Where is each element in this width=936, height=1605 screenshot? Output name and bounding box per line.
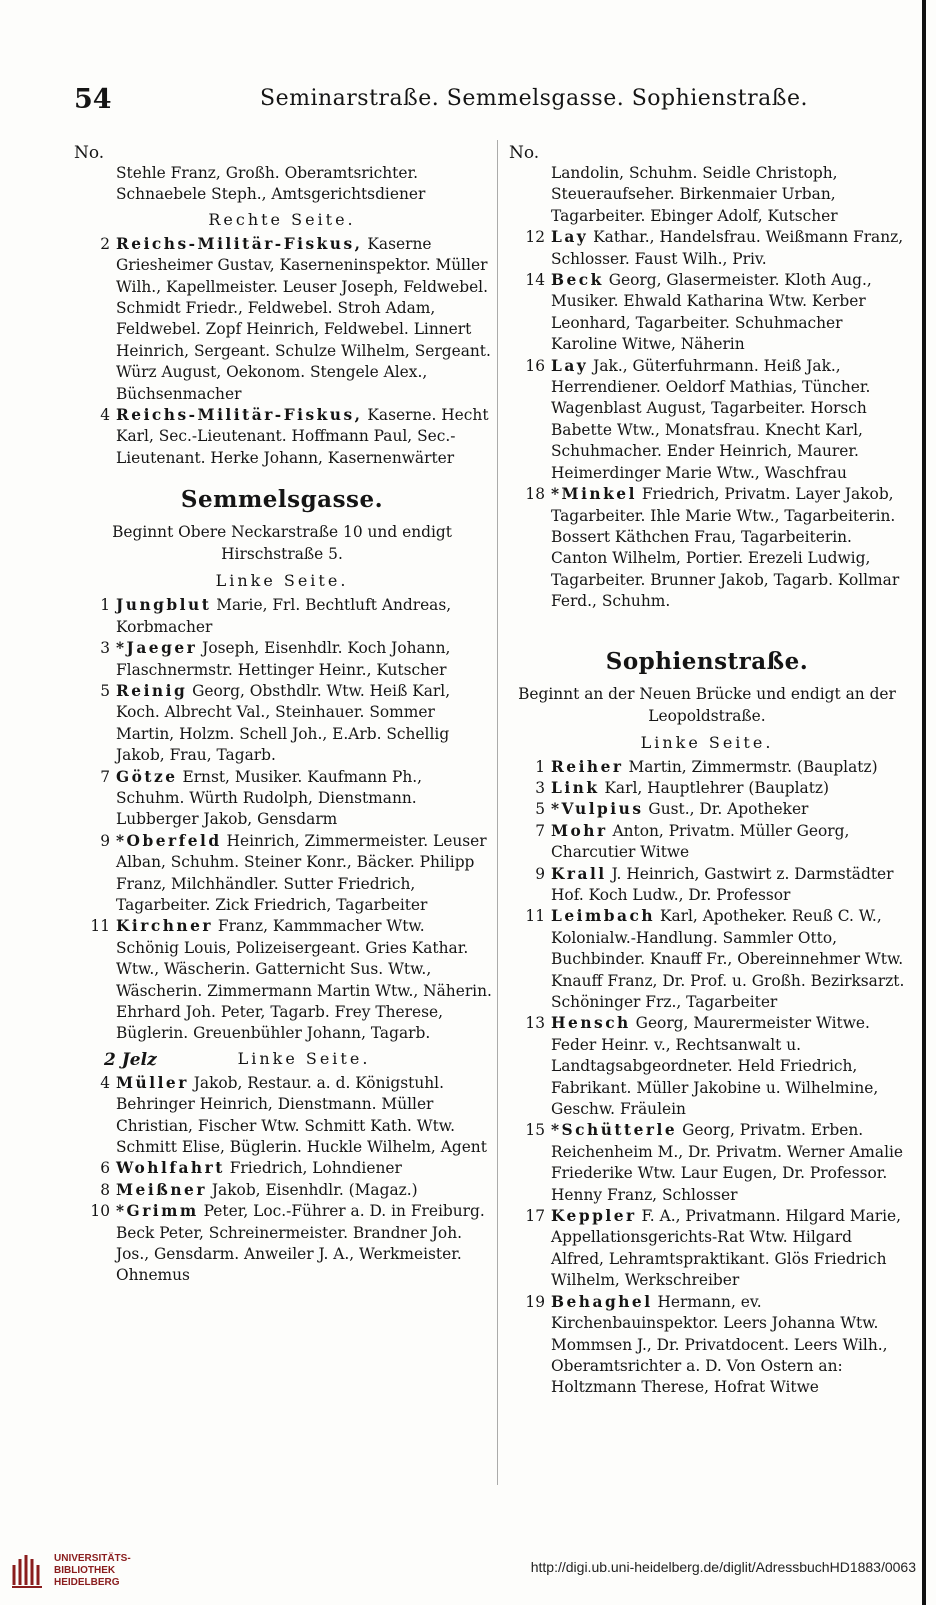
page-edge <box>922 0 926 1605</box>
entry-name: Meißner <box>116 1180 207 1199</box>
address-entry <box>72 831 492 917</box>
entry-text: Georg, Privatm. Erben. Reichenheim M., Dr. Privatm. Werner Amalie Friederike Wtw. Laur Eugen, Dr. Professor. Henny Franz, Schlosser <box>551 1121 904 1204</box>
street-heading: Semmelsgasse. <box>180 486 384 514</box>
address-entry <box>72 1073 492 1159</box>
entry-name: Reiher <box>551 757 624 776</box>
entry-text: Franz, Kammmacher Wtw. Schönig Louis, Polizeisergeant. Gries Kathar. Wtw., Wäscherin. Gatternicht Sus. Wtw., Wäscherin. Zimmermann Martin Wtw., Näherin. Ehrhard Joh. Peter, Tagarb. Frey Therese, Büglerin. Greuenbühler Johann, Tagarb. <box>116 917 492 1043</box>
entry-name: Keppler <box>551 1207 637 1226</box>
side-heading: Rechte Seite. <box>208 209 356 229</box>
continuation-line: Stehle Franz, Großh. Oberamtsrichter. <box>116 164 419 182</box>
entry-name: Lay <box>551 356 589 375</box>
house-number: 12 <box>525 228 545 247</box>
entry-text: Georg, Obsthdlr. Wtw. Heiß Karl, Koch. Albrecht Val., Steinhauer. Sommer Martin, Holzm. Schell Joh., E.Arb. Schellig Jakob, Frau, Tagarb. <box>116 681 451 765</box>
page-number: 54 <box>74 84 112 115</box>
entry-text: Friedrich, Lohndiener <box>229 1159 402 1178</box>
entry-name: *Minkel <box>551 485 637 504</box>
continuation-line: Schnaebele Steph., Amtsgerichtsdiener <box>116 185 426 204</box>
source-url: http://digi.ub.uni-heidelberg.de/diglit/AdressbuchHD1883/0063 <box>530 1559 916 1575</box>
library-logo <box>10 1549 150 1595</box>
entry-text: Kaserne Griesheimer Gustav, Kaserneninspektor. Müller Wilh., Kapellmeister. Leuser Joseph, Feldwebel. Schmidt Friedr., Feldwebel. Stroh Adam, Feldwebel. Zopf Heinrich, Feldwebel. Linnert Heinrich, Sergeant. Schulze Wilhelm, Sergeant. Würz August, Oekonom. Stengele Alex., Büchsenmacher <box>116 234 491 403</box>
entry-text: Jakob, Eisenhdlr. (Magaz.) <box>211 1180 418 1199</box>
address-entry <box>72 405 492 469</box>
entry-name: Wohlfahrt <box>116 1159 225 1178</box>
address-entry <box>72 1201 492 1287</box>
entry-name: Krall <box>551 864 607 883</box>
house-number: 1 <box>535 757 545 776</box>
address-entry <box>72 638 492 681</box>
house-number: 17 <box>525 1207 545 1226</box>
side-heading: Linke Seite. <box>237 1048 371 1068</box>
house-number: 18 <box>525 485 545 504</box>
entry-text: J. Heinrich, Gastwirt z. Darmstädter Hof. Koch Ludw., Dr. Professor <box>551 864 894 904</box>
entry-text: Hermann, ev. Kirchenbauinspektor. Leers Johanna Wtw. Mommsen J., Dr. Privatdocent. Leers Wilh., Oberamtsrichter a. D. Von Ostern an: Holtzmann Therese, Hofrat Witwe <box>551 1292 888 1397</box>
handwritten-note: 2 Jelz <box>104 1049 157 1070</box>
page-header <box>70 84 896 124</box>
house-number: 10 <box>90 1202 110 1221</box>
street-begin-note: Beginnt an der Neuen Brücke und endigt an der Leopoldstraße. <box>518 684 896 725</box>
address-entry <box>507 906 907 1013</box>
house-number: 5 <box>535 800 545 819</box>
entry-text: F. A., Privatmann. Hilgard Marie, Appellationsgerichts-Rat Wtw. Hilgard Alfred, Lehramtspraktikant. Glös Friedrich Wilhelm, Werkschreiber <box>551 1207 902 1290</box>
street-begin-note: Beginnt Obere Neckarstraße 10 und endigt Hirschstraße 5. <box>112 523 452 564</box>
house-number: 11 <box>90 917 110 936</box>
address-entry <box>507 864 907 907</box>
entry-text: Anton, Privatm. Müller Georg, Charcutier Witwe <box>551 821 850 862</box>
entry-text: Ernst, Musiker. Kaufmann Ph., Schuhm. Würth Rudolph, Dienstmann. Lubberger Jakob, Gensdarm <box>116 767 423 829</box>
no-label: No. <box>74 143 105 163</box>
entry-name: Reinig <box>116 681 188 700</box>
address-entry <box>72 916 492 1044</box>
continuation-line: Steueraufseher. Birkenmaier Urban, <box>551 185 836 204</box>
logo-line: UNIVERSITÄTS- <box>54 1553 131 1564</box>
house-number: 13 <box>525 1014 545 1033</box>
side-heading: Linke Seite. <box>215 571 349 591</box>
side-heading: Linke Seite. <box>640 732 774 752</box>
continuation-line: Landolin, Schuhm. Seidle Christoph, <box>551 164 838 182</box>
house-number: 6 <box>100 1159 110 1178</box>
entry-name: *Oberfeld <box>116 831 222 850</box>
library-logo-icon <box>10 1551 44 1589</box>
house-number: 14 <box>525 271 545 290</box>
house-number: 3 <box>100 639 110 658</box>
house-number: 9 <box>100 831 110 850</box>
house-number: 16 <box>525 356 545 375</box>
entry-name: *Vulpius <box>551 800 644 819</box>
house-number: 2 <box>100 234 110 253</box>
address-entry <box>507 778 907 799</box>
entry-text: Georg, Maurermeister Witwe. Feder Heinr. v., Rechtsanwalt u. Landtagsabgeordneter. Held Friedrich, Fabrikant. Müller Jakobine u. Wilhelmine, Geschw. Fräulein <box>551 1014 879 1119</box>
house-number: 7 <box>535 821 545 840</box>
right-column <box>507 144 907 1474</box>
logo-text <box>54 1553 131 1589</box>
entry-text: Karl, Hauptlehrer (Bauplatz) <box>604 778 830 797</box>
address-entry <box>72 767 492 831</box>
address-entry <box>507 1206 907 1292</box>
house-number: 1 <box>100 596 110 615</box>
street-heading: Sophienstraße. <box>605 647 809 675</box>
house-number: 19 <box>525 1292 545 1311</box>
running-title: Seminarstraße. Semmelsgasse. Sophienstraße. <box>260 86 808 111</box>
entry-name: Jungblut <box>116 596 212 615</box>
logo-line: BIBLIOTHEK <box>54 1565 116 1576</box>
entry-text: Karl, Apotheker. Reuß C. W., Kolonialw.-Handlung. Sammler Otto, Buchbinder. Knauff Fr., Obereinnehmer Wtw. Knauff Franz, Dr. Prof. u. Großh. Bezirksarzt. Schöninger Frz., Tagarbeiter <box>551 907 905 1011</box>
entry-text: Heinrich, Zimmermeister. Leuser Alban, Schuhm. Steiner Konr., Bäcker. Philipp Franz, Milchhändler. Sutter Friedrich, Tagarbeiter. Zick Friedrich, Tagarbeiter <box>116 831 487 914</box>
column-divider <box>497 140 498 1485</box>
entry-name: Kirchner <box>116 917 213 936</box>
address-entry <box>507 821 907 864</box>
address-entry <box>507 757 907 778</box>
entry-text: Gust., Dr. Apotheker <box>648 800 809 819</box>
entry-name: Müller <box>116 1073 189 1092</box>
house-number: 9 <box>535 864 545 883</box>
house-number: 4 <box>100 1073 110 1092</box>
entry-name: *Jaeger <box>116 639 198 658</box>
entry-text: Jakob, Restaur. a. d. Königstuhl. Behringer Heinrich, Dienstmann. Müller Christian, Fischer Wtw. Schmitt Kath. Wtw. Schmitt Elise, Büglerin. Huckle Wilhelm, Agent <box>116 1073 487 1157</box>
entry-text: Jak., Güterfuhrmann. Heiß Jak., Herrendiener. Oeldorf Mathias, Tüncher. Wagenblast August, Tagarbeiter. Horsch Babette Wtw., Monatsfrau. Knecht Karl, Schuhmacher. Ender Heinrich, Maurer. Heimerdinger Marie Wtw., Waschfrau <box>551 356 871 482</box>
house-number: 11 <box>525 907 545 926</box>
entry-name: Leimbach <box>551 907 656 926</box>
address-entry <box>507 1013 907 1120</box>
house-number: 5 <box>100 681 110 700</box>
entry-text: Kathar., Handelsfrau. Weißmann Franz, Schlosser. Faust Wilh., Priv. <box>551 228 904 268</box>
house-number: 8 <box>100 1180 110 1199</box>
entry-name: Lay <box>551 228 589 247</box>
address-entry <box>507 1120 907 1206</box>
house-number: 15 <box>525 1121 545 1140</box>
entry-text: Friedrich, Privatm. Layer Jakob, Tagarbeiter. Ihle Marie Wtw., Tagarbeiterin. Bossert Käthchen Frau, Tagarbeiterin. Canton Wilhelm, Portier. Erezeli Ludwig, Tagarbeiter. Brunner Jakob, Tagarb. Kollmar Ferd., Schuhm. <box>551 485 900 611</box>
address-entry <box>72 595 492 638</box>
entry-name: Reichs-Militär-Fiskus, <box>116 234 363 253</box>
address-entry <box>507 1292 907 1399</box>
house-number: 7 <box>100 767 110 786</box>
entry-text: Kaserne. Hecht Karl, Sec.-Lieutenant. Hoffmann Paul, Sec.-Lieutenant. Herke Johann, Kasernenwärter <box>116 406 489 467</box>
address-entry <box>507 484 907 612</box>
address-entry <box>72 681 492 767</box>
handwritten-row <box>72 1047 492 1071</box>
entry-name: Behaghel <box>551 1292 653 1311</box>
entry-name: Mohr <box>551 821 608 840</box>
logo-line: HEIDELBERG <box>54 1577 120 1588</box>
page-footer <box>0 1535 936 1605</box>
house-number: 4 <box>100 406 110 425</box>
address-entry <box>72 1180 492 1201</box>
address-entry <box>72 234 492 405</box>
entry-text: Peter, Loc.-Führer a. D. in Freiburg. Beck Peter, Schreinermeister. Brandner Joh. Jos., Gensdarm. Anweiler J. A., Werkmeister. Ohnemus <box>116 1202 485 1285</box>
house-number: 3 <box>535 778 545 797</box>
entry-name: Reichs-Militär-Fiskus, <box>116 406 363 425</box>
entry-name: *Grimm <box>116 1202 199 1221</box>
entry-text: Martin, Zimmermstr. (Bauplatz) <box>628 757 878 776</box>
continuation-line: Tagarbeiter. Ebinger Adolf, Kutscher <box>551 206 838 225</box>
entry-name: Link <box>551 778 600 797</box>
address-entry <box>507 799 907 820</box>
entry-text: Marie, Frl. Bechtluft Andreas, Korbmacher <box>116 596 452 636</box>
address-entry <box>507 227 907 270</box>
entry-name: Götze <box>116 767 178 786</box>
address-entry <box>72 1158 492 1179</box>
entry-name: Beck <box>551 271 604 290</box>
entry-text: Georg, Glasermeister. Kloth Aug., Musiker. Ehwald Katharina Wtw. Kerber Leonhard, Tagarbeiter. Schuhmacher Karoline Witwe, Näherin <box>551 271 872 354</box>
entry-name: Hensch <box>551 1014 631 1033</box>
entry-text: Joseph, Eisenhdlr. Koch Johann, Flaschnermstr. Hettinger Heinr., Kutscher <box>116 639 451 679</box>
address-entry <box>507 356 907 484</box>
entry-name: *Schütterle <box>551 1121 678 1140</box>
left-column <box>72 144 492 1474</box>
address-entry <box>507 270 907 356</box>
no-label: No. <box>509 143 540 163</box>
